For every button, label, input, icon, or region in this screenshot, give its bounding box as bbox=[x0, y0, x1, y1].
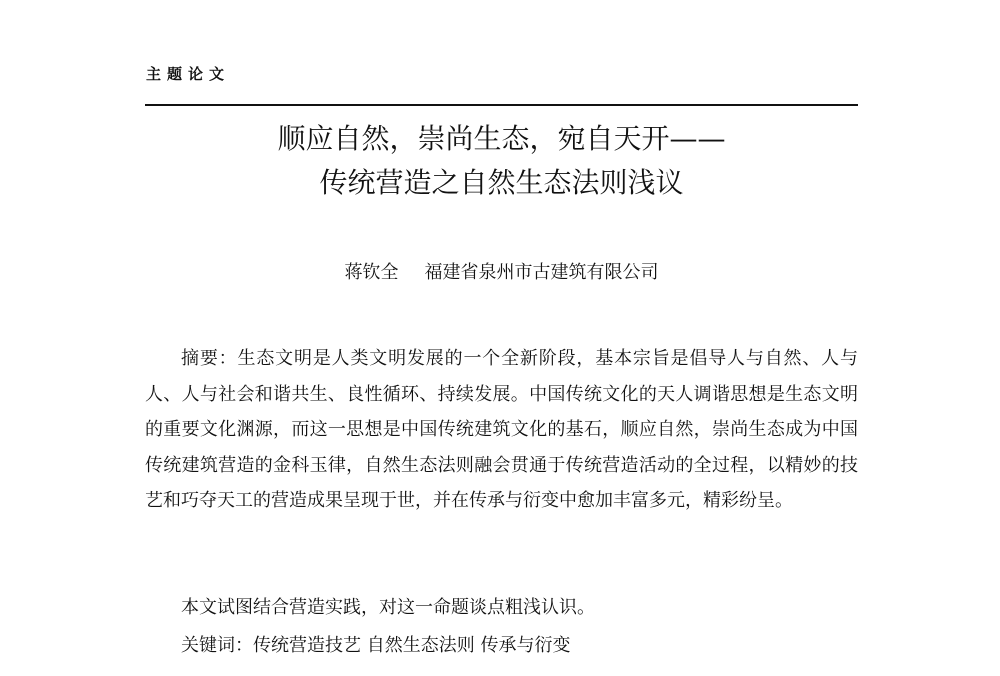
abstract-text: 生态文明是人类文明发展的一个全新阶段，基本宗旨是倡导人与自然、人与人、人与社会和谐共生、良性循环、持续发展。中国传统文化的天人调谐思想是生态文明的重要文化渊源，而这一思想是中国传统建筑文化的基石，顺应自然，崇尚生态成为中国传统建筑营造的金科玉律，自然生态法则融会贯通于传统营造活动的全过程，以精妙的技艺和巧夺天工的营造成果呈现于世，并在传承与衍变中愈加丰富多元，精彩纷呈。 bbox=[145, 348, 859, 511]
keyword-item: 自然生态法则 bbox=[366, 635, 475, 656]
abstract-label: 摘要： bbox=[181, 348, 238, 369]
paper-title-line-2: 传统营造之自然生态法则浅议 bbox=[319, 166, 684, 199]
author-name: 蒋钦全 bbox=[344, 262, 399, 283]
keyword-item: 传承与衍变 bbox=[480, 635, 571, 656]
header-rule bbox=[145, 104, 858, 106]
byline bbox=[145, 258, 858, 284]
keyword-item: 传统营造技艺 bbox=[253, 635, 361, 656]
keywords bbox=[145, 628, 858, 664]
keywords-label: 关键词： bbox=[181, 635, 253, 656]
paper-title-line-1: 顺应自然，崇尚生态，宛自天开—— bbox=[277, 122, 726, 155]
section-label: 主题论文 bbox=[146, 65, 231, 83]
author-affiliation: 福建省泉州市古建筑有限公司 bbox=[424, 262, 659, 283]
intro-paragraph: 本文试图结合营造实践，对这一命题谈点粗浅认识。 bbox=[181, 597, 595, 618]
abstract bbox=[145, 341, 858, 519]
